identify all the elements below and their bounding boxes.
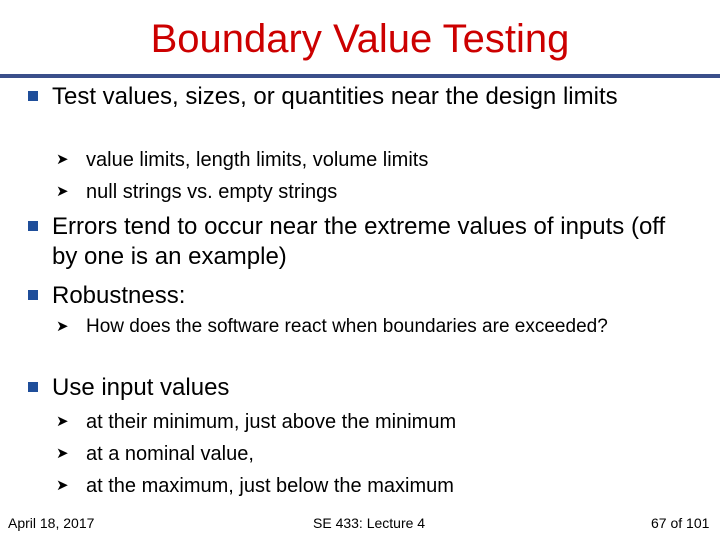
- bullet-4-text: Use input values: [52, 374, 230, 401]
- bullet-1: [52, 82, 672, 112]
- square-bullet-icon: [28, 382, 38, 392]
- bullet-1-text: Test values, sizes, or quantities near the design limits: [52, 83, 618, 110]
- square-bullet-icon: [28, 91, 38, 101]
- bullet-2: [52, 212, 672, 272]
- bullet-4: [52, 373, 672, 403]
- arrowhead-bullet-icon: ➤: [56, 445, 69, 462]
- arrowhead-bullet-icon: ➤: [56, 318, 69, 335]
- slide-title: Boundary Value Testing: [150, 17, 570, 61]
- bullet-3: [52, 281, 672, 311]
- arrowhead-bullet-icon: ➤: [56, 477, 69, 494]
- bullet-3-text: Robustness:: [52, 282, 186, 309]
- sub-bullet-3-1: ➤ How does the software react when boundaries are exceeded?: [86, 314, 646, 340]
- bullet-2-text: Errors tend to occur near the extreme values of inputs (off by one is an example): [52, 213, 666, 270]
- arrowhead-bullet-icon: ➤: [56, 413, 69, 430]
- sub-bullet-4-1: ➤ at their minimum, just above the minimum: [56, 411, 457, 433]
- sub-bullet-4-3: ➤ at the maximum, just below the maximum: [56, 475, 454, 497]
- square-bullet-icon: [28, 221, 38, 231]
- sub-bullet-1-1: ➤ value limits, length limits, volume limits: [56, 149, 429, 171]
- arrowhead-bullet-icon: ➤: [56, 151, 69, 168]
- sub-bullet-4-2: ➤ at a nominal value,: [56, 443, 254, 465]
- sub-bullet-1-2: ➤ null strings vs. empty strings: [56, 181, 338, 203]
- square-bullet-icon: [28, 290, 38, 300]
- footer-page-number: 67 of 101: [651, 515, 710, 531]
- footer-date: April 18, 2017: [8, 515, 95, 531]
- footer-course: SE 433: Lecture 4: [313, 515, 426, 531]
- arrowhead-bullet-icon: ➤: [56, 183, 69, 200]
